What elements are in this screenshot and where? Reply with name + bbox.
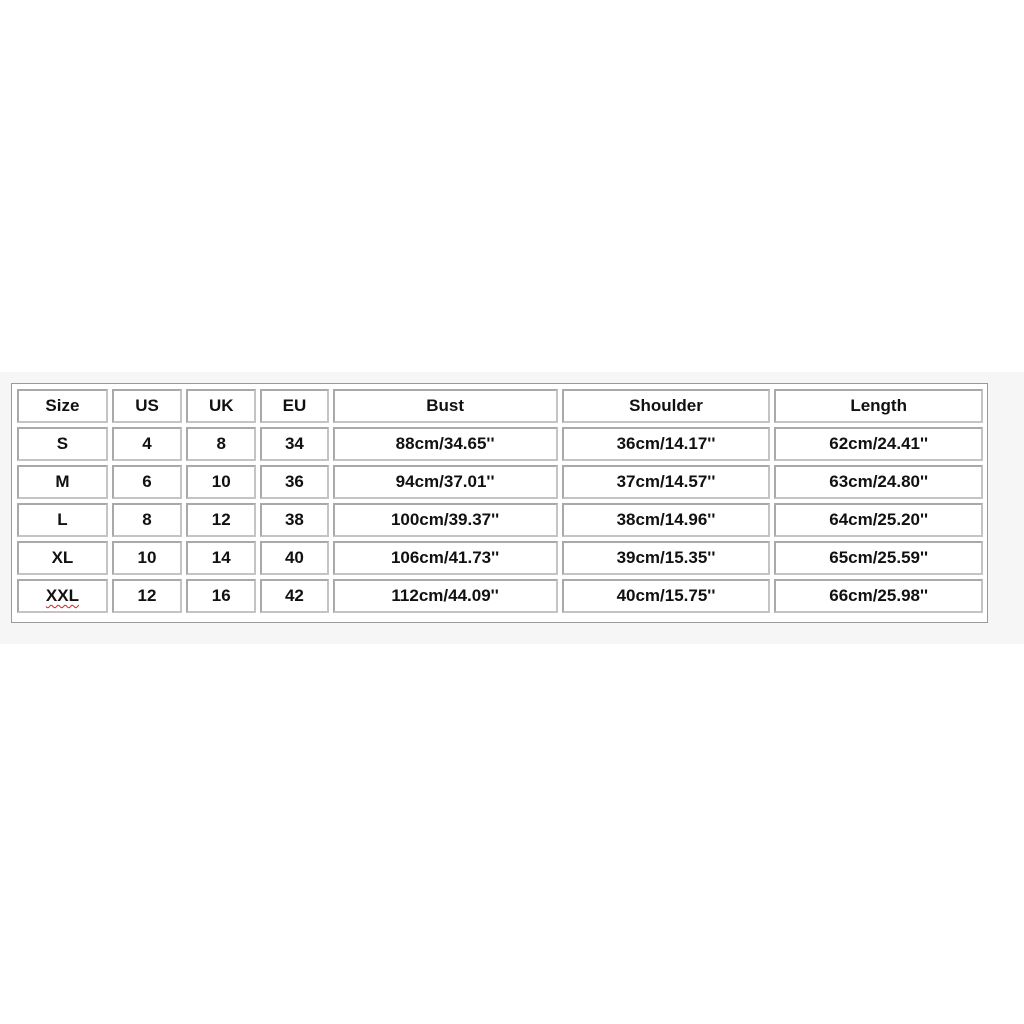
- table-row: [17, 541, 983, 575]
- cell-uk: 12: [186, 503, 256, 537]
- cell-length: 65cm/25.59'': [774, 541, 983, 575]
- header-length: Length: [774, 389, 983, 423]
- cell-size: L: [17, 503, 108, 537]
- cell-length: 63cm/24.80'': [774, 465, 983, 499]
- cell-uk: 16: [186, 579, 256, 613]
- cell-us: 4: [112, 427, 182, 461]
- header-shoulder: Shoulder: [562, 389, 771, 423]
- header-row: [17, 389, 983, 423]
- header-uk: UK: [186, 389, 256, 423]
- cell-length: 64cm/25.20'': [774, 503, 983, 537]
- cell-us: 6: [112, 465, 182, 499]
- cell-eu: 34: [260, 427, 328, 461]
- cell-bust: 112cm/44.09'': [333, 579, 558, 613]
- cell-size: S: [17, 427, 108, 461]
- cell-shoulder: 38cm/14.96'': [562, 503, 771, 537]
- cell-shoulder: 40cm/15.75'': [562, 579, 771, 613]
- cell-eu: 40: [260, 541, 328, 575]
- cell-us: 12: [112, 579, 182, 613]
- header-us: US: [112, 389, 182, 423]
- cell-bust: 88cm/34.65'': [333, 427, 558, 461]
- cell-size: [17, 579, 108, 613]
- cell-shoulder: 36cm/14.17'': [562, 427, 771, 461]
- cell-shoulder: 37cm/14.57'': [562, 465, 771, 499]
- cell-uk: 14: [186, 541, 256, 575]
- cell-bust: 106cm/41.73'': [333, 541, 558, 575]
- cell-eu: 42: [260, 579, 328, 613]
- table-row: [17, 427, 983, 461]
- table-row: [17, 465, 983, 499]
- cell-uk: 10: [186, 465, 256, 499]
- header-size: Size: [17, 389, 108, 423]
- cell-length: 62cm/24.41'': [774, 427, 983, 461]
- cell-uk: 8: [186, 427, 256, 461]
- cell-size-text: XXL: [45, 586, 79, 605]
- table-row: [17, 503, 983, 537]
- cell-size: M: [17, 465, 108, 499]
- cell-eu: 36: [260, 465, 328, 499]
- cell-size: XL: [17, 541, 108, 575]
- cell-bust: 100cm/39.37'': [333, 503, 558, 537]
- cell-us: 10: [112, 541, 182, 575]
- cell-length: 66cm/25.98'': [774, 579, 983, 613]
- header-eu: EU: [260, 389, 328, 423]
- cell-bust: 94cm/37.01'': [333, 465, 558, 499]
- cell-eu: 38: [260, 503, 328, 537]
- table-row: [17, 579, 983, 613]
- cell-us: 8: [112, 503, 182, 537]
- size-chart-table: [13, 385, 987, 617]
- cell-shoulder: 39cm/15.35'': [562, 541, 771, 575]
- header-bust: Bust: [333, 389, 558, 423]
